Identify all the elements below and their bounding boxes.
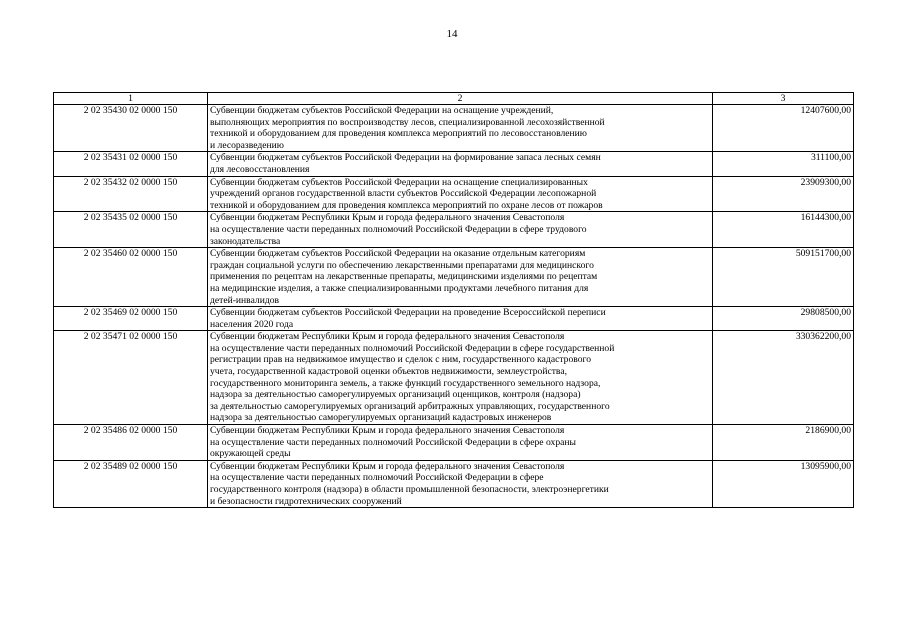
amount: 13095900,00	[713, 460, 854, 507]
budget-code: 2 02 35486 02 0000 150	[54, 425, 208, 461]
budget-code: 2 02 35435 02 0000 150	[54, 212, 208, 248]
description-line: Субвенции бюджетам Республики Крым и города федерального значения Севастополя	[210, 425, 565, 437]
table-row	[54, 425, 854, 461]
table-row	[54, 460, 854, 507]
amount: 2186900,00	[713, 425, 854, 461]
description-line: применения по рецептам на лекарственные препараты, медицинскими изделиями по рецептам	[210, 271, 598, 283]
revenue-description	[208, 152, 713, 176]
description-line: законодательства	[210, 235, 281, 247]
amount: 23909300,00	[713, 176, 854, 212]
description-line: и безопасности гидротехнических сооружений	[210, 495, 402, 507]
table-row	[54, 176, 854, 212]
header-row	[54, 93, 854, 105]
budget-code: 2 02 35431 02 0000 150	[54, 152, 208, 176]
description-line: учета, государственной кадастровой оценки объектов недвижимости, землеустройства,	[210, 366, 567, 378]
description-line: для лесовосстановления	[210, 163, 310, 175]
budget-code: 2 02 35469 02 0000 150	[54, 307, 208, 331]
table-row	[54, 152, 854, 176]
budget-code: 2 02 35432 02 0000 150	[54, 176, 208, 212]
table-row	[54, 248, 854, 307]
description-line: на осуществление части переданных полномочий Российской Федерации в сфере охраны	[210, 436, 576, 448]
description-line: на осуществление части переданных полномочий Российской Федерации в сфере государственной	[210, 342, 615, 354]
description-line: граждан социальной услуги по обеспечению лекарственными препаратами для медицинского	[210, 259, 594, 271]
description-line: Субвенции бюджетам Республики Крым и города федерального значения Севастополя	[210, 212, 565, 224]
revenue-description	[208, 425, 713, 461]
description-line: надзора за деятельностью саморегулируемых организаций кадастровых инженеров	[210, 412, 552, 424]
description-line: государственного контроля (надзора) в области промышленной безопасности, электроэнергетики	[210, 484, 609, 495]
table-row	[54, 331, 854, 425]
revenue-description	[208, 331, 713, 425]
table-row	[54, 307, 854, 331]
description-line: на осуществление части переданных полномочий Российской Федерации в сфере	[210, 472, 544, 484]
column-header-1: 1	[54, 93, 208, 105]
description-line: Субвенции бюджетам субъектов Российской Федерации на проведение Всероссийской переписи	[210, 307, 606, 319]
budget-table	[53, 92, 854, 508]
description-line: Субвенции бюджетам субъектов Российской Федерации на оказание отдельным категориям	[210, 248, 586, 260]
budget-code: 2 02 35460 02 0000 150	[54, 248, 208, 307]
description-line: Субвенции бюджетам субъектов Российской Федерации на формирование запаса лесных семян	[210, 152, 601, 164]
amount: 29808500,00	[713, 307, 854, 331]
amount: 12407600,00	[713, 105, 854, 152]
description-line: техникой и оборудованием для проведения комплекса мероприятий по лесовосстановлению	[210, 128, 587, 140]
revenue-description	[208, 307, 713, 331]
description-line: Субвенции бюджетам Республики Крым и города федерального значения Севастополя	[210, 460, 565, 472]
description-line: на осуществление части переданных полномочий Российской Федерации в сфере трудового	[210, 223, 587, 235]
budget-code: 2 02 35471 02 0000 150	[54, 331, 208, 425]
revenue-description	[208, 248, 713, 307]
description-line: Субвенции бюджетам субъектов Российской Федерации на оснащение специализированных	[210, 176, 588, 188]
description-line: и лесоразведению	[210, 139, 284, 151]
description-line: за деятельностью саморегулируемых организаций арбитражных управляющих, государственного	[210, 400, 610, 412]
budget-code: 2 02 35430 02 0000 150	[54, 105, 208, 152]
description-line: регистрации прав на недвижимое имущество и сделок с ним, государственного кадастрового	[210, 354, 591, 366]
revenue-description	[208, 212, 713, 248]
description-line: выполняющих мероприятия по воспроизводству лесов, специализированной лесохозяйственной	[210, 116, 605, 128]
revenue-description	[208, 460, 713, 507]
description-line: учреждений органов государственной власти субъектов Российской Федерации лесопожарной	[210, 188, 597, 200]
description-line: окружающей среды	[210, 448, 291, 460]
description-line: детей-инвалидов	[210, 294, 280, 306]
revenue-description	[208, 105, 713, 152]
amount: 330362200,00	[713, 331, 854, 425]
description-line: на медицинские изделия, а также специализированными продуктами лечебного питания для	[210, 282, 589, 294]
description-line: Субвенции бюджетам Республики Крым и города федерального значения Севастополя	[210, 331, 565, 343]
table-row	[54, 105, 854, 152]
revenue-description	[208, 176, 713, 212]
page-number: 14	[446, 28, 458, 40]
budget-code: 2 02 35489 02 0000 150	[54, 460, 208, 507]
description-line: техникой и оборудованием для проведения комплекса мероприятий по охране лесов от пожаров	[210, 199, 603, 211]
amount: 509151700,00	[713, 248, 854, 307]
table-body	[54, 105, 854, 508]
amount: 311100,00	[713, 152, 854, 176]
amount: 16144300,00	[713, 212, 854, 248]
table-row	[54, 212, 854, 248]
column-header-2: 2	[208, 93, 713, 105]
description-line: населения 2020 года	[210, 318, 294, 330]
description-line: Субвенции бюджетам субъектов Российской Федерации на оснащение учреждений,	[210, 105, 554, 116]
description-line: государственного мониторинга земель, а также функций государственного земельного надзора,	[210, 377, 601, 389]
column-header-3: 3	[713, 93, 854, 105]
description-line: надзора за деятельностью саморегулируемых организаций оценщиков, контроля (надзора)	[210, 389, 581, 401]
